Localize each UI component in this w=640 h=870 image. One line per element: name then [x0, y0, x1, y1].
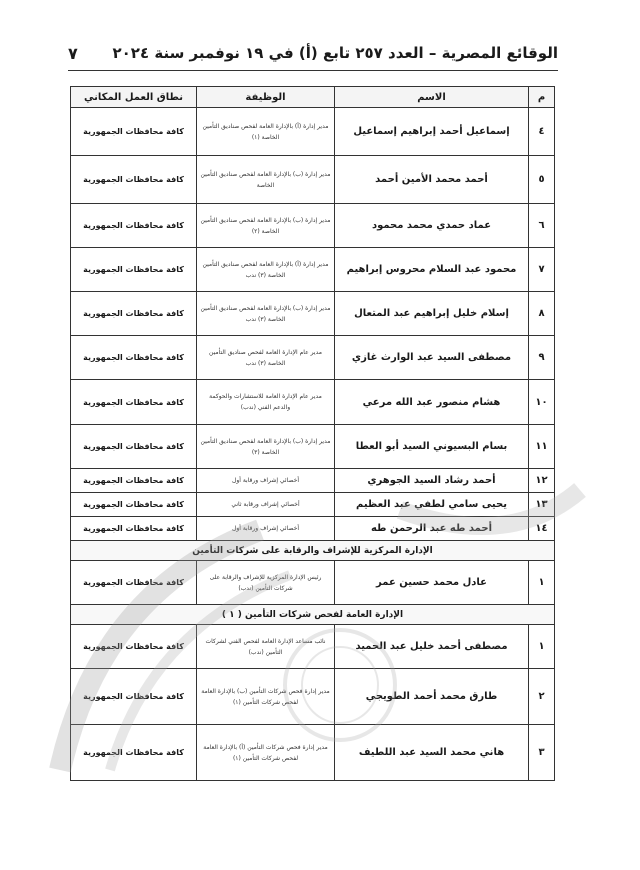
work-scope: كافة محافظات الجمهورية: [71, 336, 197, 380]
employee-name: بسام البسيوني السيد أبو العطا: [335, 425, 529, 469]
section-title: الإدارة المركزية للإشراف والرقابة على شركات التأمين: [71, 541, 555, 561]
work-scope: كافة محافظات الجمهورية: [71, 425, 197, 469]
row-number: ١: [529, 561, 555, 605]
row-number: ١: [529, 625, 555, 669]
work-scope: كافة محافظات الجمهورية: [71, 561, 197, 605]
row-number: ١١: [529, 425, 555, 469]
table-row: [71, 517, 555, 541]
job-title: رئيس الإدارة المركزية للإشراف والرقابة على شركات التأمين (ندب): [197, 561, 335, 605]
table-row: [71, 380, 555, 425]
work-scope: كافة محافظات الجمهورية: [71, 669, 197, 725]
employee-name: هشام منصور عبد الله مرعي: [335, 380, 529, 425]
employee-name: عماد حمدي محمد محمود: [335, 204, 529, 248]
employee-name: أحمد رشاد السيد الجوهري: [335, 469, 529, 493]
row-number: ٧: [529, 248, 555, 292]
job-title: مدير عام الإدارة العامة لفحص صناديق التأمين الخاصة (٣) ندب: [197, 336, 335, 380]
employee-name: هاني محمد السيد عبد اللطيف: [335, 725, 529, 781]
table-row: [71, 108, 555, 156]
employee-name: إسلام خليل إبراهيم عبد المتعال: [335, 292, 529, 336]
work-scope: كافة محافظات الجمهورية: [71, 248, 197, 292]
work-scope: كافة محافظات الجمهورية: [71, 493, 197, 517]
work-scope: كافة محافظات الجمهورية: [71, 725, 197, 781]
table-row: [71, 469, 555, 493]
gazette-title: الوقائع المصرية – العدد ٢٥٧ تابع (أ) في ١٩ نوفمبر سنة ٢٠٢٤: [112, 44, 558, 62]
page-number: ٧: [68, 43, 78, 63]
section-header: [71, 605, 555, 625]
job-title: مدير إدارة فحص شركات التأمين (ب) بالإدارة العامة لفحص شركات التأمين (١): [197, 669, 335, 725]
work-scope: كافة محافظات الجمهورية: [71, 156, 197, 204]
row-number: ٢: [529, 669, 555, 725]
job-title: مدير إدارة (ب) بالإدارة العامة لفحص صناديق التأمين الخاصة (٣) ندب: [197, 292, 335, 336]
col-header-name: الاسم: [335, 87, 529, 108]
row-number: ٣: [529, 725, 555, 781]
row-number: ١٢: [529, 469, 555, 493]
job-title: مدير إدارة (ب) بالإدارة العامة لفحص صناديق التأمين الخاصة (٢): [197, 204, 335, 248]
table-row: [71, 292, 555, 336]
col-header-job: الوظيفة: [197, 87, 335, 108]
job-title: مدير إدارة (ب) بالإدارة العامة لفحص صناديق التأمين الخاصة (٣): [197, 425, 335, 469]
row-number: ١٣: [529, 493, 555, 517]
table-row: [71, 248, 555, 292]
employee-name: عادل محمد حسين عمر: [335, 561, 529, 605]
row-number: ١٤: [529, 517, 555, 541]
table-row: [71, 725, 555, 781]
work-scope: كافة محافظات الجمهورية: [71, 469, 197, 493]
job-title: مدير إدارة فحص شركات التأمين (أ) بالإدارة العامة لفحص شركات التأمين (١): [197, 725, 335, 781]
staff-table: [70, 86, 555, 781]
table-row: [71, 156, 555, 204]
table-row: [71, 336, 555, 380]
employee-name: أحمد محمد الأمين أحمد: [335, 156, 529, 204]
row-number: ١٠: [529, 380, 555, 425]
job-title: أخصائي إشراف ورقابة أول: [197, 469, 335, 493]
page-header: [68, 40, 558, 66]
job-title: مدير إدارة (ب) بالإدارة العامة لفحص صناديق التأمين الخاصة: [197, 156, 335, 204]
work-scope: كافة محافظات الجمهورية: [71, 517, 197, 541]
work-scope: كافة محافظات الجمهورية: [71, 292, 197, 336]
employee-name: يحيى سامي لطفي عبد العظيم: [335, 493, 529, 517]
job-title: أخصائي إشراف ورقابة ثاني: [197, 493, 335, 517]
col-header-scope: نطاق العمل المكاني: [71, 87, 197, 108]
job-title: مدير إدارة (أ) بالإدارة العامة لفحص صناديق التأمين الخاصة (٣) ندب: [197, 248, 335, 292]
employee-name: طارق محمد أحمد الطويجي: [335, 669, 529, 725]
header-rule: [68, 70, 558, 71]
table-row: [71, 204, 555, 248]
employee-name: أحمد طه عبد الرحمن طه: [335, 517, 529, 541]
employee-name: إسماعيل أحمد إبراهيم إسماعيل: [335, 108, 529, 156]
work-scope: كافة محافظات الجمهورية: [71, 380, 197, 425]
row-number: ٩: [529, 336, 555, 380]
employee-name: مصطفى أحمد خليل عبد الحميد: [335, 625, 529, 669]
table-header-row: [71, 87, 555, 108]
col-header-num: م: [529, 87, 555, 108]
employee-name: مصطفى السيد عبد الوارث غازي: [335, 336, 529, 380]
job-title: مدير عام الإدارة العامة للاستشارات والحوكمة والدعم الفني (ندب): [197, 380, 335, 425]
work-scope: كافة محافظات الجمهورية: [71, 108, 197, 156]
work-scope: كافة محافظات الجمهورية: [71, 625, 197, 669]
section-header: [71, 541, 555, 561]
table-row: [71, 625, 555, 669]
row-number: ٨: [529, 292, 555, 336]
table-row: [71, 561, 555, 605]
job-title: أخصائي إشراف ورقابة أول: [197, 517, 335, 541]
table-row: [71, 425, 555, 469]
section-title: الإدارة العامة لفحص شركات التأمين ( ١ ): [71, 605, 555, 625]
job-title: نائب مساعد الإدارة العامة لفحص الفني لشركات التأمين (ندب): [197, 625, 335, 669]
job-title: مدير إدارة (أ) بالإدارة العامة لفحص صناديق التأمين الخاصة (١): [197, 108, 335, 156]
work-scope: كافة محافظات الجمهورية: [71, 204, 197, 248]
table-row: [71, 493, 555, 517]
row-number: ٦: [529, 204, 555, 248]
row-number: ٥: [529, 156, 555, 204]
row-number: ٤: [529, 108, 555, 156]
table-row: [71, 669, 555, 725]
employee-name: محمود عبد السلام محروس إبراهيم: [335, 248, 529, 292]
